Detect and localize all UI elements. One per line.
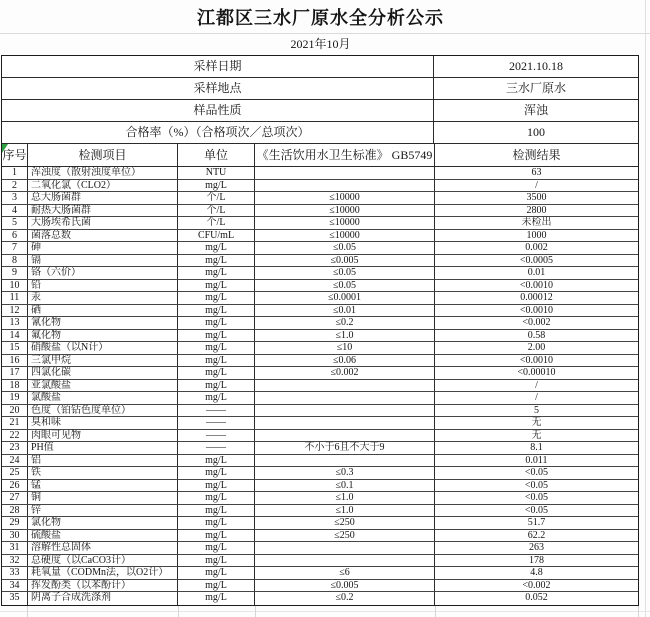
item-unit: mg/L: [178, 455, 255, 467]
item-result: 51.7: [527, 517, 546, 528]
item-name: 砷: [28, 242, 178, 254]
item-unit: mg/L: [178, 255, 255, 267]
item-name: 二氧化氯（CLO2）: [28, 180, 178, 192]
row-number: 21: [2, 417, 28, 429]
table-row: [2, 330, 638, 343]
item-standard: ≤0.2: [255, 317, 435, 329]
item-name: 硒: [28, 305, 178, 317]
item-unit: mg/L: [178, 580, 255, 592]
item-name: 臭和味: [28, 417, 178, 429]
item-name: 溶解性总固体: [28, 542, 178, 554]
table-row: [2, 517, 638, 530]
info-row-sample-date: [2, 56, 638, 78]
item-unit: mg/L: [178, 380, 255, 392]
item-unit: CFU/mL: [178, 230, 255, 242]
item-unit: mg/L: [178, 317, 255, 329]
item-result: 1000: [526, 229, 547, 241]
item-name: 氟化物: [28, 330, 178, 342]
row-number: 34: [2, 580, 28, 592]
item-standard: [255, 542, 435, 554]
item-standard: ≤0.05: [255, 242, 435, 254]
item-standard: ≤0.002: [255, 367, 435, 379]
item-standard: ≤0.0001: [255, 292, 435, 304]
item-standard: [255, 555, 435, 567]
row-number: 23: [2, 442, 28, 454]
item-result: 62.2: [527, 529, 546, 541]
item-name: 总硬度（以CaCO3计）: [28, 555, 178, 567]
gridline: [435, 605, 436, 617]
gridline: [178, 605, 179, 617]
row-number: 30: [2, 530, 28, 542]
item-result: <0.00010: [517, 367, 556, 378]
row-number: 26: [2, 480, 28, 492]
item-standard: ≤0.005: [255, 580, 435, 592]
item-unit: mg/L: [178, 180, 255, 192]
item-result: <0.05: [524, 492, 549, 503]
row-number: 13: [2, 317, 28, 329]
table-row: [2, 542, 638, 555]
item-standard: ≤250: [255, 530, 435, 542]
row-number: 7: [2, 242, 28, 254]
item-name: 铝: [28, 455, 178, 467]
table-row: [2, 317, 638, 330]
gridline: [255, 605, 256, 617]
item-unit: mg/L: [178, 280, 255, 292]
item-standard: ≤0.1: [255, 480, 435, 492]
item-unit: mg/L: [178, 342, 255, 354]
row-number: 18: [2, 380, 28, 392]
item-result: <0.002: [522, 317, 551, 328]
item-unit: mg/L: [178, 505, 255, 517]
table-row: [2, 467, 638, 480]
row-number: 11: [2, 292, 28, 304]
item-result: <0.0010: [519, 279, 554, 291]
row-number: 3: [2, 192, 28, 204]
gridline: [27, 605, 28, 617]
item-result: 0.052: [525, 592, 548, 603]
table-row: [2, 205, 638, 218]
item-name: 耗氧量（CODMn法，以O2计）: [28, 567, 178, 579]
item-name: 氯酸盐: [28, 392, 178, 404]
table-row: [2, 230, 638, 243]
gridline: [638, 605, 639, 617]
item-result: <0.05: [524, 504, 549, 516]
item-unit: mg/L: [178, 367, 255, 379]
item-unit: mg/L: [178, 530, 255, 542]
item-name: 氯化物: [28, 517, 178, 529]
item-unit: mg/L: [178, 330, 255, 342]
item-result: 263: [529, 542, 544, 553]
item-standard: [255, 405, 435, 417]
item-result: 未检出: [521, 217, 552, 228]
header-standard: 《生活饮用水卫生标准》 GB5749: [255, 144, 435, 166]
item-name: 大肠埃希氏菌: [28, 217, 178, 229]
item-standard: ≤0.05: [255, 267, 435, 279]
table-row: [2, 217, 638, 230]
item-name: 铁: [28, 467, 178, 479]
item-standard: ≤10000: [255, 205, 435, 217]
item-name: 镉: [28, 255, 178, 267]
item-result: <0.0010: [519, 354, 554, 366]
info-value: 浑浊: [523, 103, 548, 117]
item-result: 3500: [526, 192, 547, 203]
info-label: 合格率（%）（合格项次／总项次）: [2, 122, 434, 143]
row-number: 32: [2, 555, 28, 567]
item-result: 2.00: [527, 342, 546, 353]
item-result: 0.01: [527, 267, 546, 278]
item-unit: 个/L: [178, 217, 255, 229]
table-row: [2, 305, 638, 318]
info-value: 2021.10.18: [509, 59, 563, 73]
item-name: 总大肠菌群: [28, 192, 178, 204]
info-label: 样品性质: [2, 100, 434, 121]
row-number: 16: [2, 355, 28, 367]
header-unit: 单位: [178, 144, 255, 166]
header-row-number: 序号: [2, 144, 28, 166]
row-number: 28: [2, 505, 28, 517]
table-row: [2, 342, 638, 355]
item-result: 0.002: [525, 242, 548, 253]
item-name: 汞: [28, 292, 178, 304]
item-result: 63: [531, 167, 542, 178]
info-row-sample-nature: [2, 100, 638, 122]
item-standard: [255, 180, 435, 192]
item-name: 菌落总数: [28, 230, 178, 242]
item-name: 三氯甲烷: [28, 355, 178, 367]
row-number: 20: [2, 405, 28, 417]
item-result: /: [535, 179, 538, 191]
item-name: 阴离子合成洗涤剂: [28, 592, 178, 605]
item-unit: mg/L: [178, 467, 255, 479]
row-number: 14: [2, 330, 28, 342]
item-unit: mg/L: [178, 592, 255, 605]
info-row-sample-location: [2, 78, 638, 100]
row-number: 25: [2, 467, 28, 479]
item-unit: mg/L: [178, 267, 255, 279]
item-name: 氰化物: [28, 317, 178, 329]
item-unit: mg/L: [178, 480, 255, 492]
item-name: 亚氯酸盐: [28, 380, 178, 392]
item-unit: 个/L: [178, 192, 255, 204]
item-name: 四氯化碳: [28, 367, 178, 379]
row-number: 22: [2, 430, 28, 442]
item-name: 锌: [28, 505, 178, 517]
row-number: 2: [2, 180, 28, 192]
item-unit: mg/L: [178, 242, 255, 254]
table-row: [2, 180, 638, 193]
table-row: [2, 492, 638, 505]
row-number: 24: [2, 455, 28, 467]
item-standard: [255, 430, 435, 442]
item-unit: mg/L: [178, 492, 255, 504]
item-name: 挥发酚类（以苯酚计）: [28, 580, 178, 592]
item-unit: mg/L: [178, 542, 255, 554]
item-standard: ≤250: [255, 517, 435, 529]
table-row: [2, 592, 638, 605]
item-unit: ——: [178, 430, 255, 442]
item-result: <0.002: [522, 579, 551, 591]
item-result: /: [535, 392, 538, 403]
info-label: 采样地点: [2, 78, 434, 99]
table-row: [2, 392, 638, 405]
item-result: 2800: [526, 204, 547, 216]
table-row: [2, 355, 638, 368]
item-standard: ≤0.05: [255, 280, 435, 292]
header-result: 检测结果: [512, 148, 561, 162]
table-row: [2, 267, 638, 280]
table-row: [2, 255, 638, 268]
row-number: 9: [2, 267, 28, 279]
item-standard: ≤1.0: [255, 330, 435, 342]
item-result: <0.05: [524, 467, 549, 478]
row-number: 4: [2, 205, 28, 217]
row-number: 31: [2, 542, 28, 554]
item-standard: ≤1.0: [255, 492, 435, 504]
item-name: 硫酸盐: [28, 530, 178, 542]
item-unit: mg/L: [178, 355, 255, 367]
table-header-row: [2, 144, 638, 167]
item-name: 肉眼可见物: [28, 430, 178, 442]
table-row: [2, 405, 638, 418]
item-standard: ≤10: [255, 342, 435, 354]
table-row: [2, 292, 638, 305]
table-row: [2, 380, 638, 393]
page-title: 江都区三水厂原水全分析公示: [197, 8, 444, 28]
item-name: 硝酸盐（以N计）: [28, 342, 178, 354]
table-row: [2, 192, 638, 205]
info-value: 三水厂原水: [505, 81, 566, 95]
item-standard: ≤10000: [255, 192, 435, 204]
item-result: <0.0005: [519, 254, 554, 266]
item-result: 0.00012: [520, 292, 553, 303]
item-result: 无: [531, 417, 542, 428]
table-row: [2, 167, 638, 180]
info-label: 采样日期: [2, 56, 434, 77]
item-standard: ≤0.06: [255, 355, 435, 367]
table-row: [2, 455, 638, 468]
item-name: 色度（铂钴色度单位）: [28, 405, 178, 417]
item-unit: ——: [178, 405, 255, 417]
table-row: [2, 367, 638, 380]
table-row: [2, 555, 638, 568]
item-unit: mg/L: [178, 567, 255, 579]
table-row: [2, 442, 638, 455]
item-name: 铜: [28, 492, 178, 504]
item-standard: ≤0.2: [255, 592, 435, 605]
item-result: <0.05: [524, 479, 549, 491]
table-row: [2, 480, 638, 493]
item-result: 无: [531, 429, 542, 441]
item-unit: mg/L: [178, 517, 255, 529]
item-name: 铬（六价）: [28, 267, 178, 279]
row-number: 5: [2, 217, 28, 229]
row-number: 29: [2, 517, 28, 529]
header-item-name: 检测项目: [28, 144, 178, 166]
item-standard: [255, 392, 435, 404]
item-standard: [255, 380, 435, 392]
row-number: 1: [2, 167, 28, 179]
item-standard: ≤1.0: [255, 505, 435, 517]
row-number: 8: [2, 255, 28, 267]
table-row: [2, 580, 638, 593]
item-result: 178: [529, 554, 544, 566]
item-unit: mg/L: [178, 305, 255, 317]
period-label: 2021年10月: [290, 37, 351, 51]
table-row: [2, 417, 638, 430]
row-number: 35: [2, 592, 28, 605]
item-standard: [255, 417, 435, 429]
item-unit: ——: [178, 442, 255, 454]
info-row-pass-rate: [2, 122, 638, 144]
item-name: 耐热大肠菌群: [28, 205, 178, 217]
item-standard: [255, 455, 435, 467]
info-value: 100: [527, 125, 545, 139]
gridline: [0, 611, 650, 612]
item-unit: NTU: [178, 167, 255, 179]
table-row: [2, 280, 638, 293]
item-standard: ≤0.3: [255, 467, 435, 479]
row-number: 27: [2, 492, 28, 504]
item-result: 8.1: [530, 442, 543, 453]
row-number: 15: [2, 342, 28, 354]
table-row: [2, 505, 638, 518]
table-row: [2, 242, 638, 255]
row-number: 33: [2, 567, 28, 579]
row-number: 19: [2, 392, 28, 404]
item-result: /: [535, 379, 538, 391]
item-standard: ≤0.01: [255, 305, 435, 317]
item-result: 5: [534, 404, 539, 416]
item-standard: 不小于6且不大于9: [255, 442, 435, 454]
item-standard: ≤10000: [255, 230, 435, 242]
item-unit: mg/L: [178, 392, 255, 404]
item-name: PH值: [28, 442, 178, 454]
item-standard: ≤0.005: [255, 255, 435, 267]
item-result: 0.58: [527, 329, 546, 341]
item-result: 4.8: [530, 567, 543, 578]
gridline: [645, 0, 646, 617]
item-name: 浑浊度（散射浊度单位）: [28, 167, 178, 179]
item-standard: ≤10000: [255, 217, 435, 229]
analysis-table: [1, 55, 639, 606]
item-standard: [255, 167, 435, 179]
item-unit: ——: [178, 417, 255, 429]
item-unit: mg/L: [178, 292, 255, 304]
item-name: 铅: [28, 280, 178, 292]
table-row: [2, 530, 638, 543]
row-number: 17: [2, 367, 28, 379]
item-unit: 个/L: [178, 205, 255, 217]
table-row: [2, 430, 638, 443]
row-number: 12: [2, 305, 28, 317]
row-number: 10: [2, 280, 28, 292]
item-standard: ≤6: [255, 567, 435, 579]
results-table-body: [2, 167, 638, 605]
item-result: 0.011: [525, 454, 548, 466]
item-unit: mg/L: [178, 555, 255, 567]
item-name: 锰: [28, 480, 178, 492]
table-row: [2, 567, 638, 580]
cell-error-indicator-icon: [2, 144, 8, 153]
item-result: <0.0010: [519, 304, 554, 316]
row-number: 6: [2, 230, 28, 242]
